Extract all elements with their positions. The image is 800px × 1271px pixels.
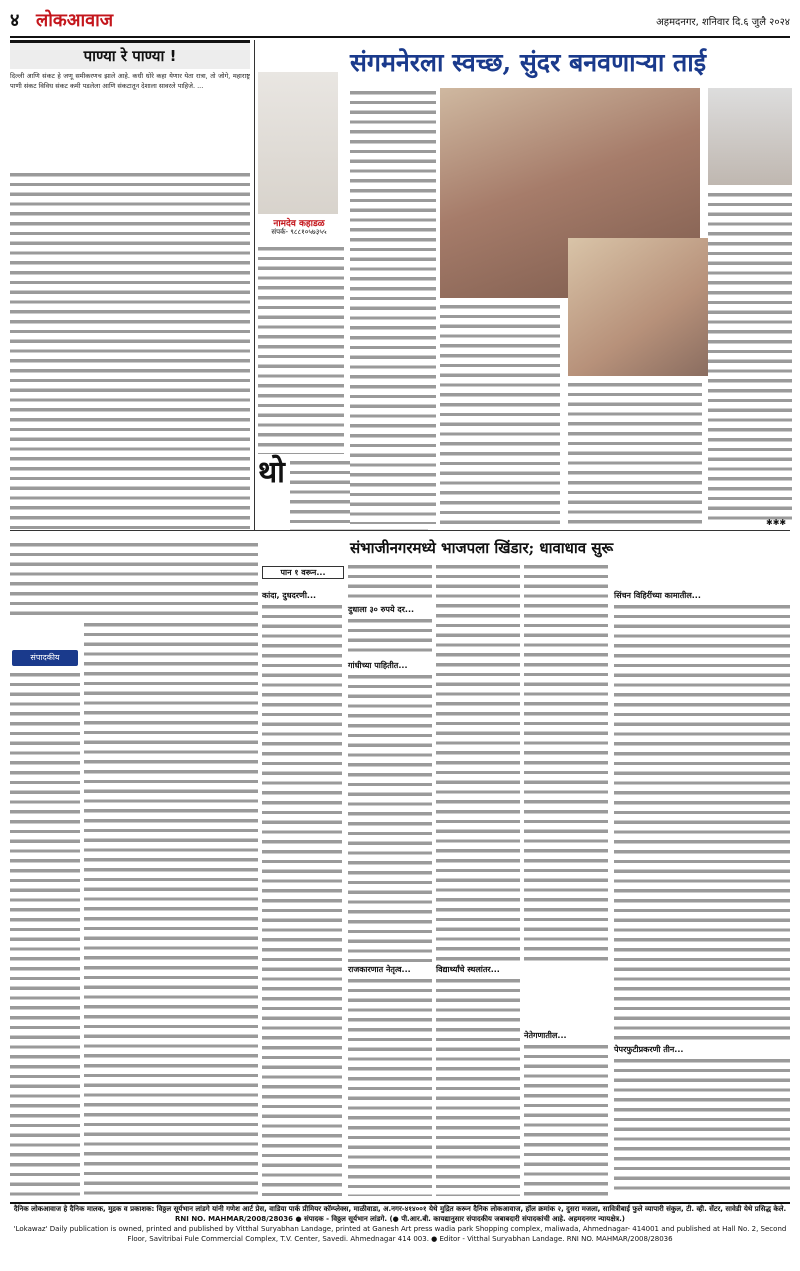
author-column-text [258, 244, 344, 454]
story-column-1 [350, 88, 436, 524]
lower-column-4 [436, 562, 520, 962]
section2-headline: संभाजीनगरमध्ये भाजपला खिंडार; धावाधाव सुरू [350, 539, 614, 557]
right-column-heading: सिंचन विहिरींच्या कामातील... [614, 591, 701, 600]
subhead-gandhi: गांधीच्या पाहितीत... [348, 661, 408, 670]
lower-column-1 [84, 620, 258, 1196]
lower-column-2 [262, 602, 342, 1196]
subhead-politics: राजकारणात नेतृत्व... [348, 965, 411, 974]
subhead-students: विद्यार्थ्यांचे स्थलांतर... [436, 965, 500, 974]
editorial-text-block [10, 170, 250, 530]
imprint-english: 'Lokawaz' Daily publication is owned, printed and published by Vitthal Suryabhan Landage, printed at Ganesh Art press wadia park Shopping complex, maliwada, Ahmednagar- 414001 and published at Hall No. 2, Second Floor, Savitribai Fule Commercial Complex, T.V. Center, Savedi. Ahmednagar 414 003. ● Editor - Vitthal Suryabhan Landage. RNI NO. MAHMAR/2008/28036 [13, 1225, 787, 1243]
second-story-photo [568, 238, 708, 376]
imprint-marathi: दैनिक लोकआवाज हे दैनिक मालक, मुद्रक व प्रकाशक: विठ्ठल सूर्यभान लांडगे यांनी गणेश आर्ट प्रेस, वाडिया पार्क प्रीमियर कॉम्प्लेक्स, माळीवाडा, अ.नगर-४१४००१ येथे मुद्रित करून दैनिक लोकआवाज, हॉल क्रमांक २, दुसरा मजला, सावित्रीबाई फुले व्यापारी संकुल, टी. व्ही. सेंटर, सावेडी येथे प्रसिद्ध केले. RNI NO. MAHMAR/2008/28036 ● संपादक - विठ्ठल सूर्यभान लांडगे. (● पी.आर.बी. कायद्यानुसार संपादकीय जबाबदारी संपादकांची आहे. अहमदनगर न्यायक्षेत्र.) [13, 1205, 787, 1223]
subhead-leaders: नेतेगणातील... [524, 1031, 567, 1040]
story-column-4 [708, 190, 792, 524]
subhead-milk: दुधाला ३० रुपये दर... [348, 605, 415, 614]
subhead-paperleak: पेपरफुटीप्रकरणी तीन... [614, 1045, 684, 1054]
imprint-footer [10, 1202, 790, 1244]
lower-column-3c [348, 976, 432, 1196]
lower-column-1-left [10, 670, 80, 1196]
lower-column-3-top [348, 562, 432, 602]
lower-column-6 [614, 602, 790, 1042]
page-header [10, 6, 790, 38]
author-name: नामदेव कहाडळ [273, 219, 325, 229]
main-headline: संगमनेरला स्वच्छ, सुंदर बनवणाऱ्या ताई [350, 48, 707, 77]
end-ornament: ✱✱✱ [766, 518, 787, 527]
story-column-3 [568, 380, 702, 524]
editorial-lead: दिल्ली आणि संकट हे जणू समीकरणच झाले आहे. कधी धोरे कहा येणार येता रात्रा, तो जोगे, महाराष्ट्र पाणी संकट विविध संकट कमी पडलेला आणि संकटातून देशाला सावरले पाहिजे. ... [10, 72, 250, 90]
right-column-photo [708, 88, 792, 185]
story-column-2 [440, 302, 560, 524]
column-rule [254, 40, 255, 530]
lower-column-3b [348, 672, 432, 962]
page-number: ४ [10, 10, 20, 31]
dateline: अहमदनगर, शनिवार दि.६ जुलै २०२४ [656, 17, 790, 28]
masthead-logo: लोकआवाज [36, 10, 114, 31]
lower-column-3 [348, 616, 432, 656]
subhead-onion: कांदा, दुधदरणी... [262, 591, 317, 600]
editorial-title: पाण्या रे पाण्या ! [10, 40, 250, 69]
author-photo [258, 72, 338, 214]
lower-column-1-top [10, 540, 258, 616]
lower-column-4b [436, 976, 520, 1196]
dropcap: थो [258, 455, 285, 490]
continued-from-page-1: पान १ वरून... [262, 566, 344, 579]
section-divider [10, 530, 790, 531]
author-phone: संपर्क- ९८८१०५७३५५ [271, 228, 327, 236]
lower-column-6b [614, 1056, 790, 1196]
lower-column-5b [524, 1042, 608, 1196]
editorial-badge: संपादकीय [12, 650, 78, 666]
lower-column-5 [524, 562, 608, 962]
